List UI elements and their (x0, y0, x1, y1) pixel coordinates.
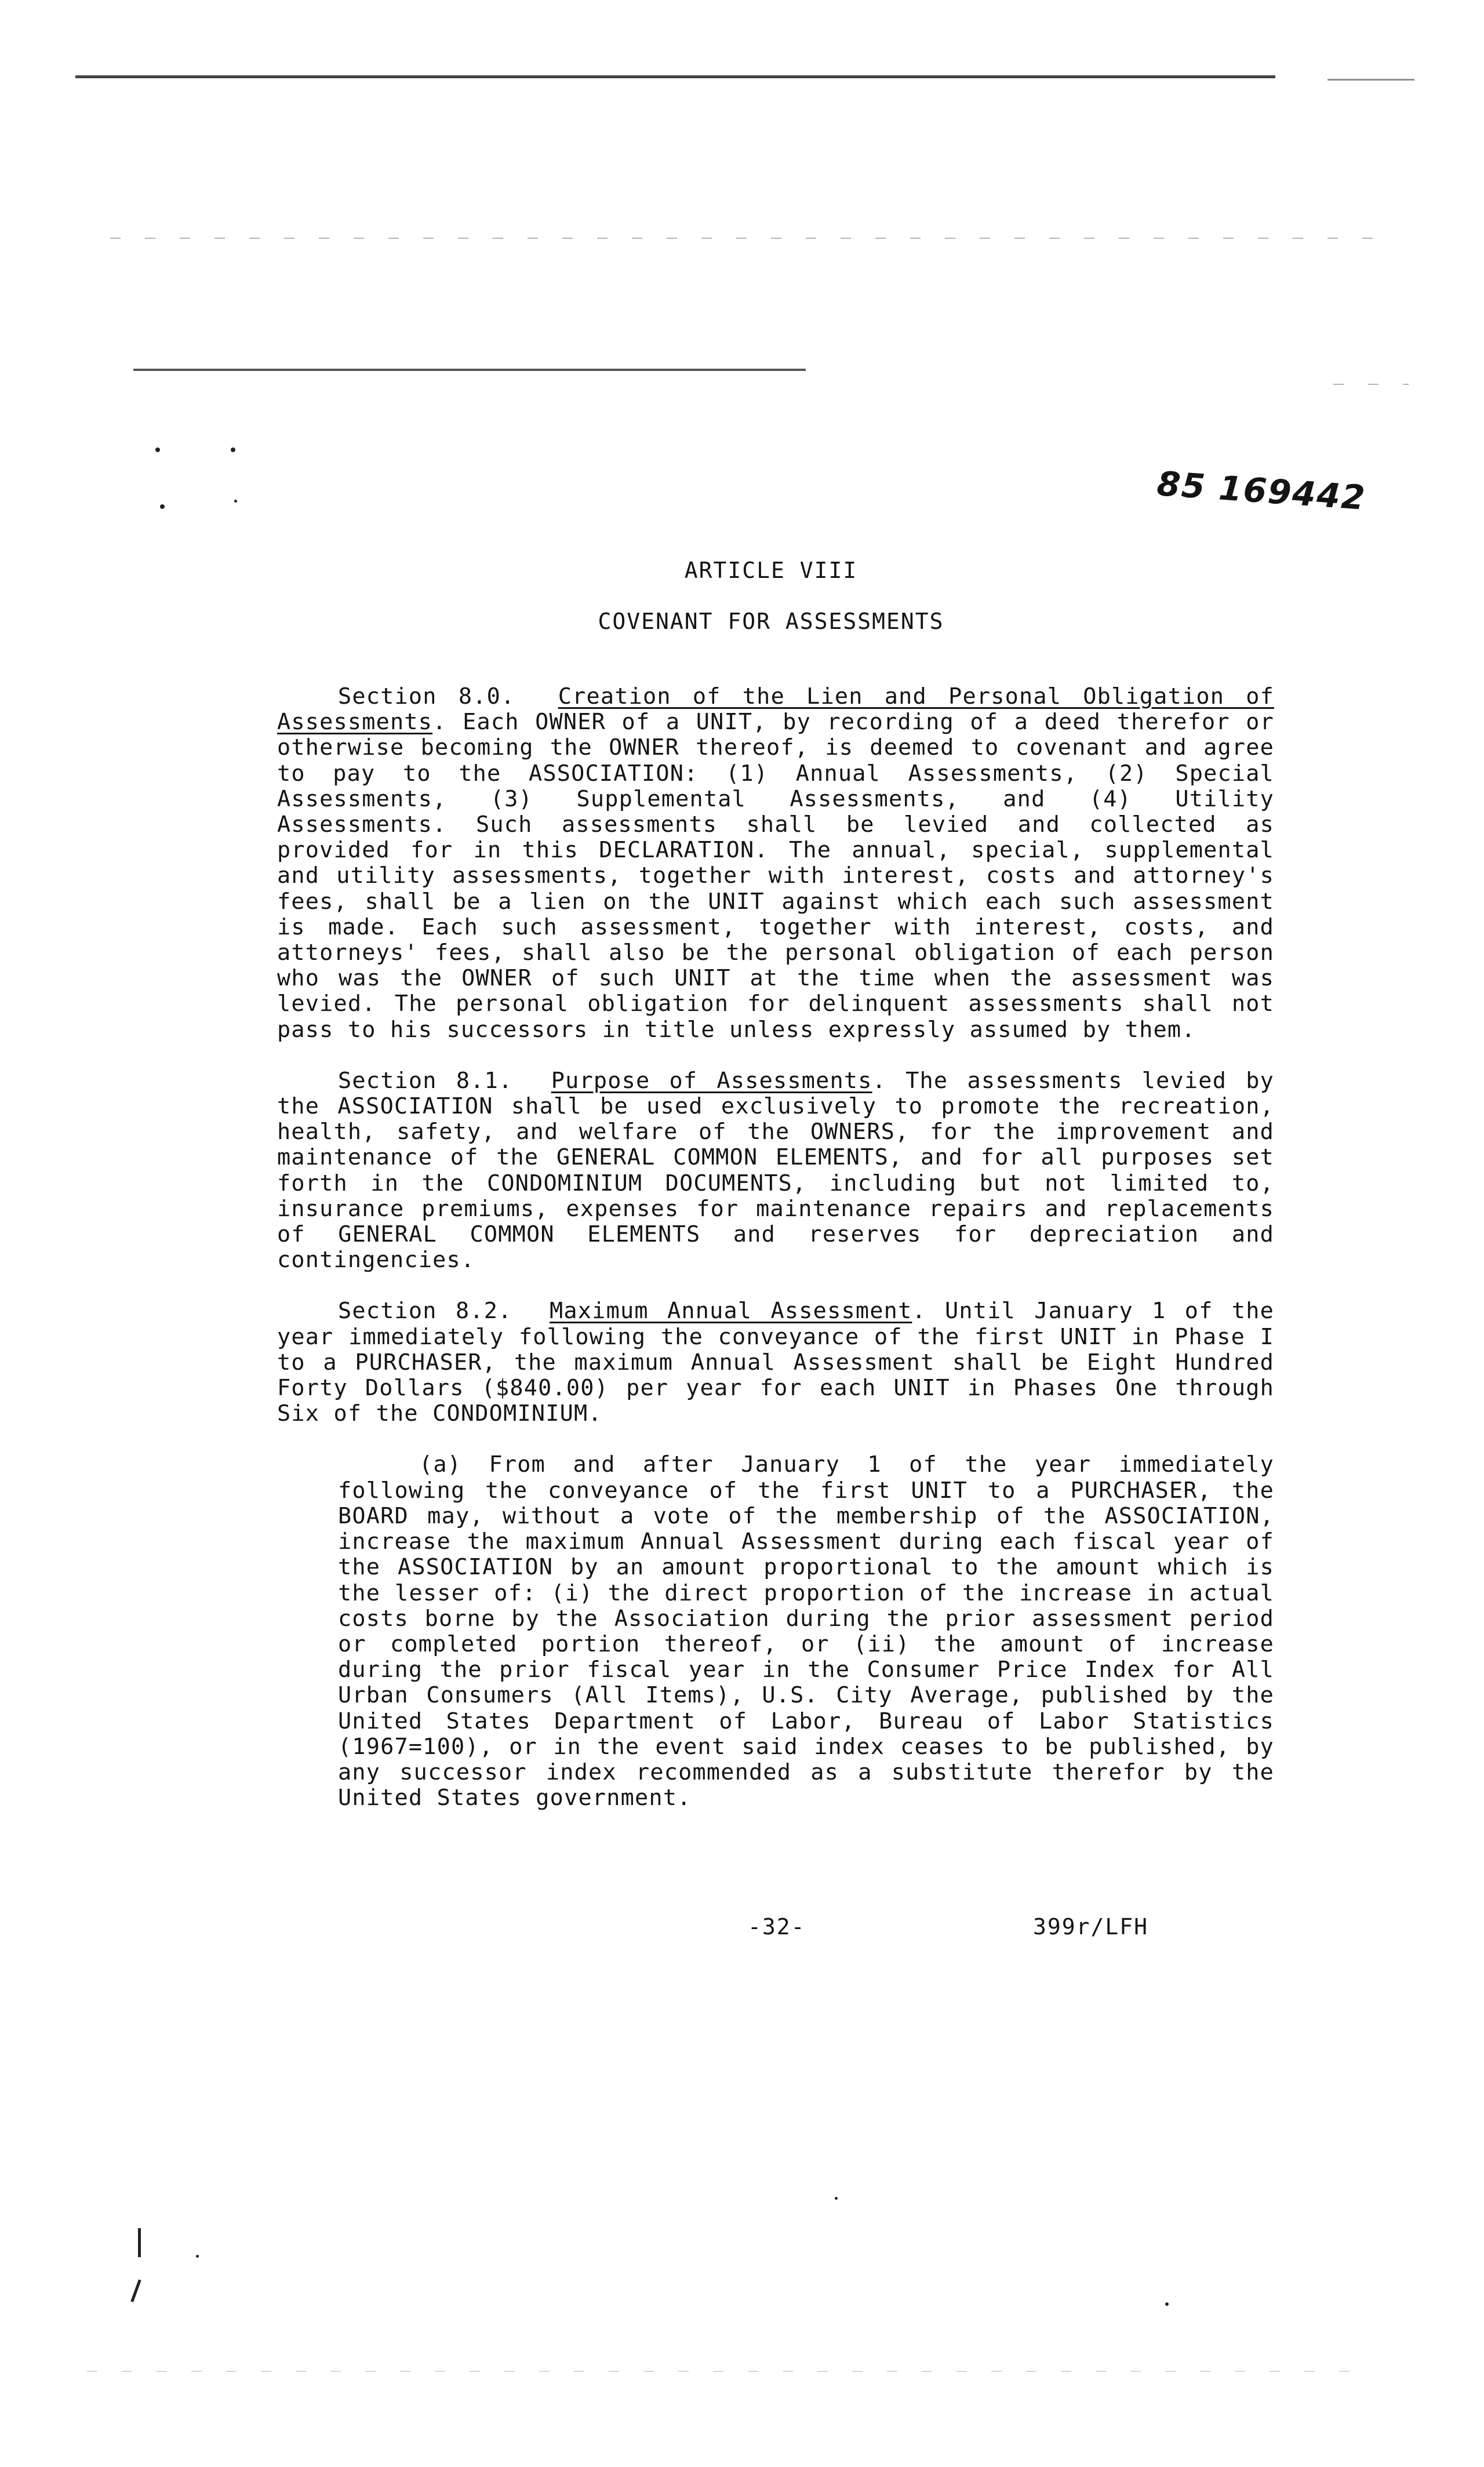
section-8-2 (277, 1298, 1274, 1427)
document-body (277, 684, 1274, 1811)
section-heading: Maximum Annual Assessment (550, 1298, 912, 1325)
section-heading: Purpose of Assessments (551, 1067, 872, 1094)
section-text: . Until January 1 of the year immediately following the conveyance of the first UNIT in Phase I to a PURCHASER, the maximum Annual Assessment shall be Eight Hundred Forty Dollars ($840.00) per year for each UNIT in Phases One through Six of the CONDOMINIUM. (277, 1298, 1274, 1427)
article-title: ARTICLE VIII (684, 558, 858, 583)
scan-speck (160, 504, 165, 509)
scan-dashes (1333, 384, 1409, 385)
scan-dashes (110, 238, 1385, 239)
section-text: . Each OWNER of a UNIT, by recording of a deed therefor or otherwise becoming the OWNER thereof, is deemed to covenant and agree to pay to the ASSOCIATION: (1) Annual Assessments, (2) Special Assessments, (3) Supplemental Assessments, and (4) Utility Assessments. Such assessments shall be levied and collected as provided for in this DECLARATION. The annual, special, supplemental and utility assessments, together with interest, costs and attorney's fees, shall be a lien on the UNIT against which each such assessment is made. Each such assessment, together with interest, costs, and attorneys' fees, shall also be the personal obligation of each person who was the OWNER of such UNIT at the time when the assessment was levied. The personal obligation for delinquent assessments shall not pass to his successors in title unless expressly assumed by them. (277, 709, 1274, 1043)
scan-speck (155, 447, 160, 452)
scan-top-rule-right (1327, 79, 1414, 81)
section-8-1 (277, 1068, 1274, 1273)
section-8-0 (277, 684, 1274, 1043)
page-number: -32- (748, 1914, 806, 1940)
scan-mid-rule (133, 369, 806, 371)
scan-speck (196, 2255, 199, 2258)
recording-number: 85 169442 (1155, 464, 1367, 518)
section-text: . The assessments levied by the ASSOCIATION shall be used exclusively to promote the recreation, health, safety, and welfare of the OWNERS, for the improvement and maintenance of the GENERAL COMMON ELEMENTS, and for all purposes set forth in the CONDOMINIUM DOCUMENTS, including but not limited to, insurance premiums, expenses for maintenance repairs and replacements of GENERAL COMMON ELEMENTS and reserves for depreciation and contingencies. (277, 1067, 1274, 1273)
scan-speck (234, 500, 237, 503)
section-number: Section 8.2. (338, 1298, 512, 1325)
scan-top-rule (75, 75, 1275, 78)
section-heading: Creation of the Lien and Personal Obligation of Assessments (277, 683, 1274, 736)
scan-speck (835, 2197, 838, 2200)
section-number: Section 8.0. (338, 683, 515, 709)
scan-speck (1165, 2302, 1169, 2306)
scan-margin-mark (138, 2228, 141, 2257)
reference-code: 399r/LFH (1033, 1914, 1149, 1940)
scan-speck (231, 447, 235, 452)
article-subtitle: COVENANT FOR ASSESSMENTS (598, 609, 944, 634)
scan-dashes (87, 2371, 1362, 2372)
subparagraph-a: (a) From and after January 1 of the year immediately following the conveyance of the first UNIT to a PURCHASER, the BOARD may, without a vote of the membership of the ASSOCIATION, increase the maximum Annual Assessment during each fiscal year of the ASSOCIATION by an amount proportional to the amount which is the lesser of: (i) the direct proportion of the increase in actual costs borne by the Association during the prior assessment period or completed portion thereof, or (ii) the amount of increase during the prior fiscal year in the Consumer Price Index for All Urban Consumers (All Items), U.S. City Average, published by the United States Department of Labor, Bureau of Labor Statistics (1967=100), or in the event said index ceases to be published, by any successor index recommended as a substitute therefor by the United States government. (338, 1451, 1274, 1811)
scan-margin-mark (130, 2279, 141, 2302)
section-number: Section 8.1. (338, 1067, 513, 1094)
